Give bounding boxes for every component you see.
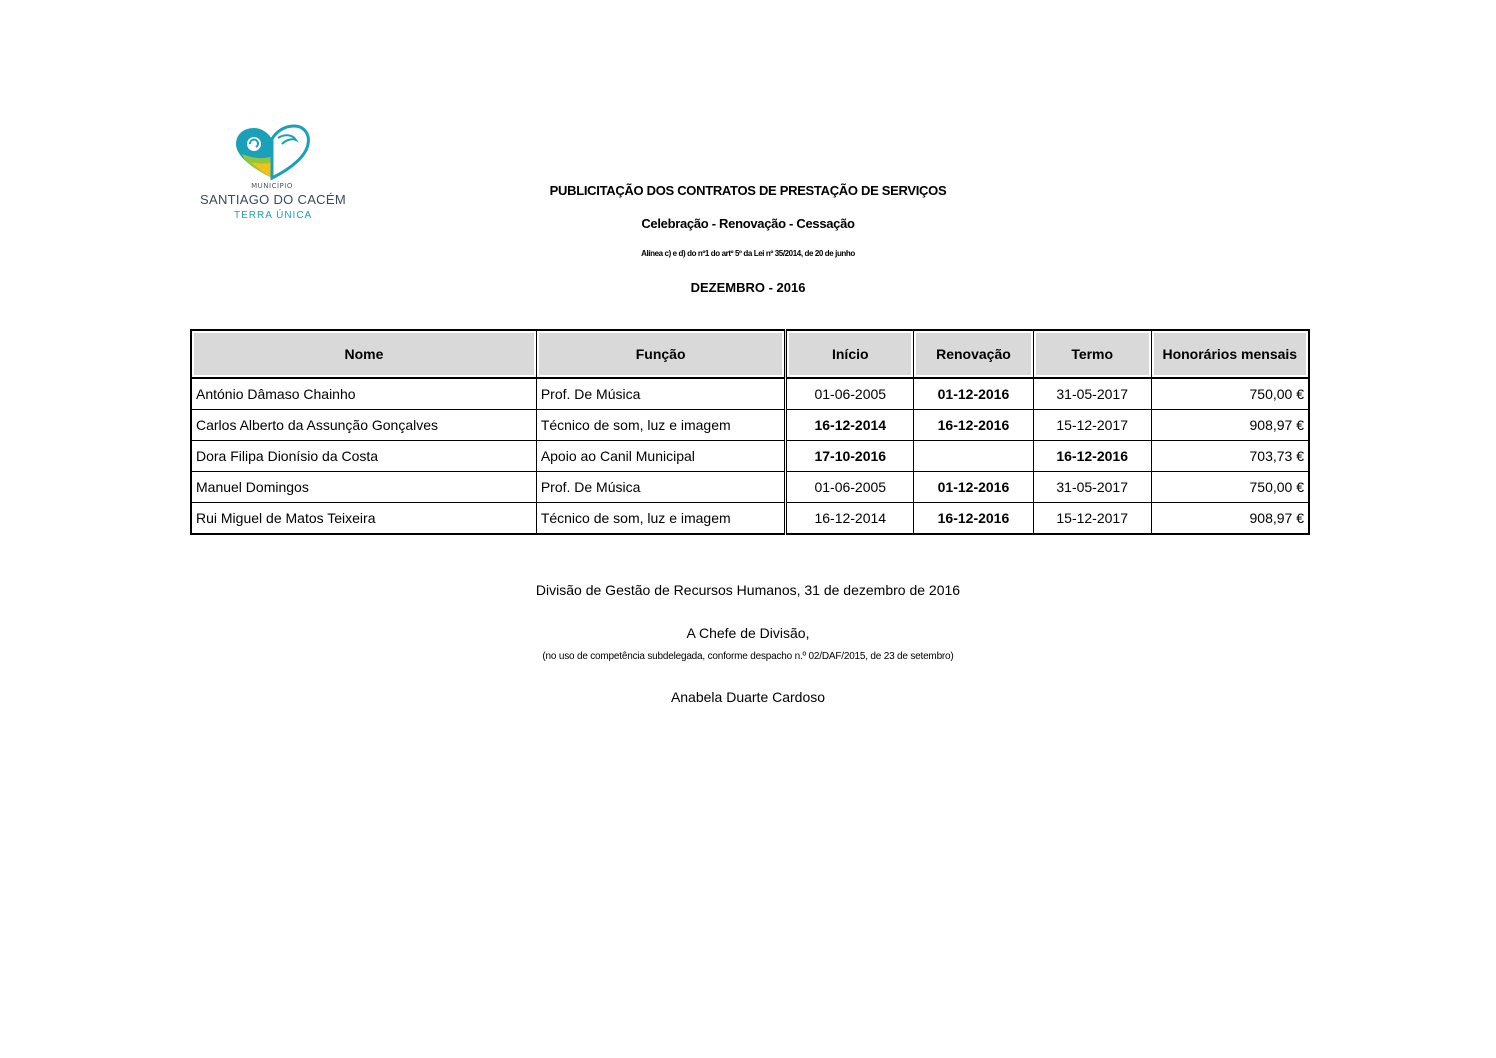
cell-funcao: Prof. De Música [536, 378, 786, 410]
logo-tagline: TERRA ÚNICA [234, 210, 313, 221]
signatory-role: A Chefe de Divisão, [686, 625, 810, 641]
logo-city-name: SANTIAGO DO CACÉM [200, 192, 346, 207]
cell-funcao: Técnico de som, luz e imagem [536, 503, 786, 535]
period-label: DEZEMBRO - 2016 [690, 280, 806, 295]
cell-inicio: 01-06-2005 [786, 472, 914, 503]
cell-funcao: Prof. De Música [536, 472, 786, 503]
column-header-termo: Termo [1033, 330, 1151, 378]
cell-honorarios: 908,97 € [1151, 503, 1309, 535]
cell-termo: 31-05-2017 [1033, 378, 1151, 410]
cell-nome: Dora Filipa Dionísio da Costa [191, 441, 536, 472]
legal-reference: Alínea c) e d) do nº1 do artº 5º da Lei nº 35/2014, de 20 de junho [641, 249, 855, 258]
column-header-renovacao: Renovação [914, 330, 1034, 378]
document-title: PUBLICITAÇÃO DOS CONTRATOS DE PRESTAÇÃO DE SERVIÇOS [549, 183, 947, 198]
cell-nome: Rui Miguel de Matos Teixeira [191, 503, 536, 535]
cell-renovacao: 01-12-2016 [914, 378, 1034, 410]
table-row [191, 441, 1309, 472]
cell-honorarios: 750,00 € [1151, 472, 1309, 503]
cell-termo: 31-05-2017 [1033, 472, 1151, 503]
table-row [191, 472, 1309, 503]
municipality-logo [196, 124, 356, 224]
cell-termo: 16-12-2016 [1033, 441, 1151, 472]
place-date-line: Divisão de Gestão de Recursos Humanos, 31 de dezembro de 2016 [535, 582, 961, 598]
table-row [191, 410, 1309, 441]
cell-funcao: Técnico de som, luz e imagem [536, 410, 786, 441]
column-header-nome: Nome [191, 330, 536, 378]
cell-renovacao: 16-12-2016 [914, 410, 1034, 441]
column-header-funcao: Função [536, 330, 786, 378]
logo-municipio-label: MUNICÍPIO [251, 182, 293, 190]
heart-wave-logo-icon [232, 124, 312, 182]
signatory-name: Anabela Duarte Cardoso [670, 689, 826, 705]
cell-renovacao: 16-12-2016 [914, 503, 1034, 535]
cell-inicio: 17-10-2016 [786, 441, 914, 472]
cell-honorarios: 703,73 € [1151, 441, 1309, 472]
cell-termo: 15-12-2017 [1033, 503, 1151, 535]
cell-inicio: 16-12-2014 [786, 503, 914, 535]
cell-nome: Manuel Domingos [191, 472, 536, 503]
cell-nome: António Dâmaso Chainho [191, 378, 536, 410]
cell-funcao: Apoio ao Canil Municipal [536, 441, 786, 472]
cell-honorarios: 750,00 € [1151, 378, 1309, 410]
table-row [191, 503, 1309, 535]
cell-inicio: 16-12-2014 [786, 410, 914, 441]
column-header-honorarios: Honorários mensais [1151, 330, 1309, 378]
cell-inicio: 01-06-2005 [786, 378, 914, 410]
table-row [191, 378, 1309, 410]
column-header-inicio: Início [786, 330, 914, 378]
cell-renovacao: 01-12-2016 [914, 472, 1034, 503]
table-header-row [191, 330, 1309, 378]
contracts-table [190, 329, 1310, 535]
cell-nome: Carlos Alberto da Assunção Gonçalves [191, 410, 536, 441]
cell-termo: 15-12-2017 [1033, 410, 1151, 441]
delegation-note: (no uso de competência subdelegada, conforme despacho n.º 02/DAF/2015, de 23 de setembro) [542, 651, 954, 662]
cell-honorarios: 908,97 € [1151, 410, 1309, 441]
document-subtitle: Celebração - Renovação - Cessação [641, 216, 855, 231]
cell-renovacao [914, 441, 1034, 472]
